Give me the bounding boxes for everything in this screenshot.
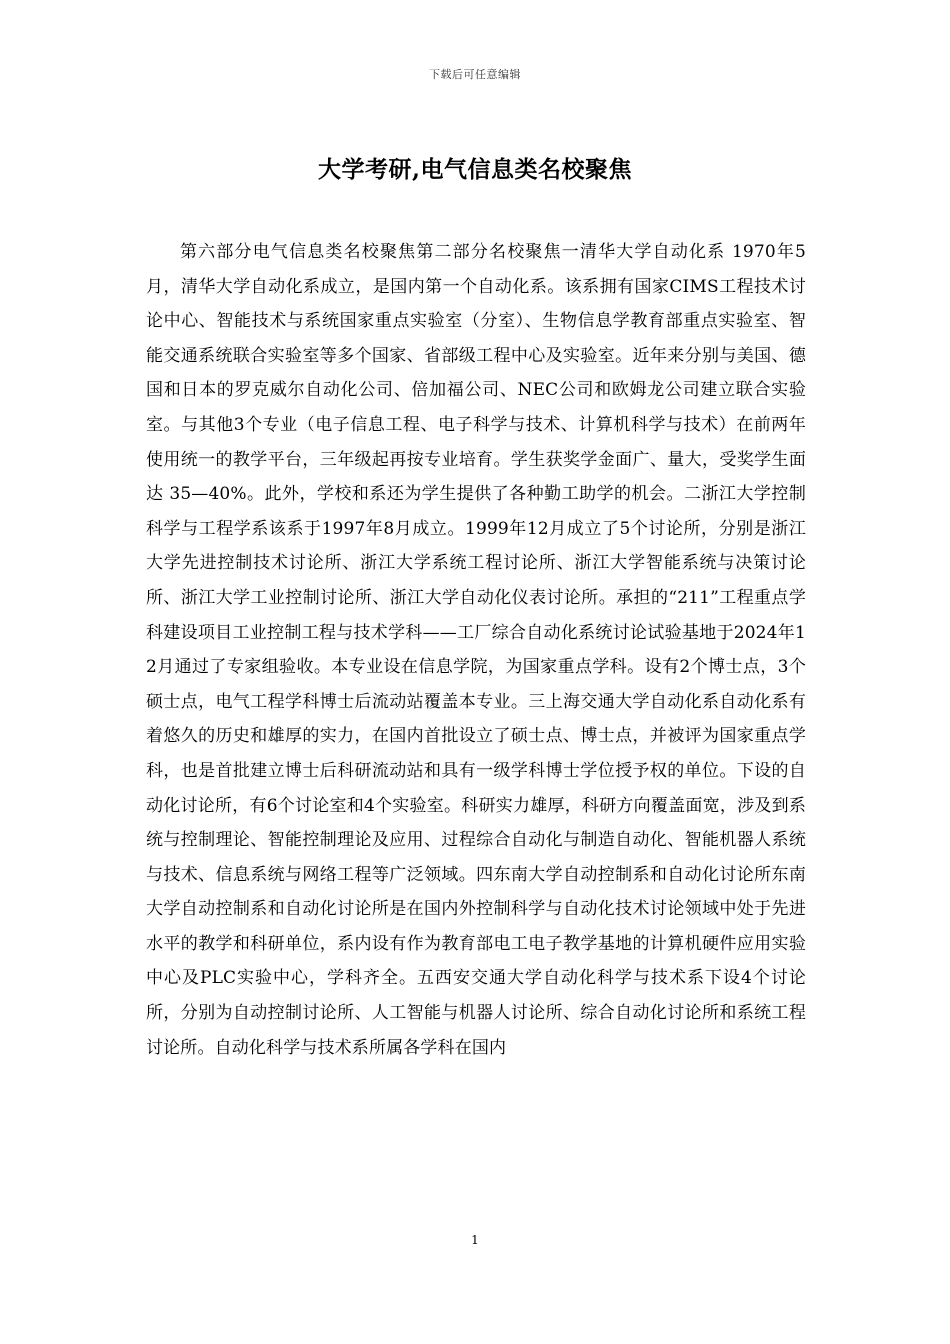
- header-note: 下载后可任意编辑: [429, 68, 521, 81]
- document-title: 大学考研,电气信息类名校聚焦: [317, 156, 632, 183]
- body-paragraph: 第六部分电气信息类名校聚焦第二部分名校聚焦一清华大学自动化系 1970年5月，清华大学自动化系成立，是国内第一个自动化系。该系拥有国家CIMS工程技术讨论中心、智能技术与系统国家重点实验室（分室）、生物信息学教育部重点实验室、智能交通系统联合实验室等多个国家、省部级工程中心及实验室。近年来分别与美国、德国和日本的罗克威尔自动化公司、倍加福公司、NEC公司和欧姆龙公司建立联合实验室。与其他3个专业（电子信息工程、电子科学与技术、计算机科学与技术）在前两年使用统一的教学平台，三年级起再按专业培育。学生获奖学金面广、量大，受奖学生面达 35—40%。此外，学校和系还为学生提供了各种勤工助学的机会。二浙江大学控制科学与工程学系该系于1997年8月成立。1999年12月成立了5个讨论所，分别是浙江大学先进控制技术讨论所、浙江大学系统工程讨论所、浙江大学智能系统与决策讨论所、浙江大学工业控制讨论所、浙江大学自动化仪表讨论所。承担的“211”工程重点学科建设项目工业控制工程与技术学科——工厂综合自动化系统讨论试验基地于2024年12月通过了专家组验收。本专业设在信息学院，为国家重点学科。设有2个博士点，3个硕士点，电气工程学科博士后流动站覆盖本专业。三上海交通大学自动化系自动化系有着悠久的历史和雄厚的实力，在国内首批设立了硕士点、博士点，并被评为国家重点学科，也是首批建立博士后科研流动站和具有一级学科博士学位授予权的单位。下设的自动化讨论所，有6个讨论室和4个实验室。科研实力雄厚，科研方向覆盖面宽，涉及到系统与控制理论、智能控制理论及应用、过程综合自动化与制造自动化、智能机器人系统与技术、信息系统与网络工程等广泛领域。四东南大学自动控制系和自动化讨论所东南大学自动控制系和自动化讨论所是在国内外控制科学与自动化技术讨论领域中处于先进水平的教学和科研单位，系内设有作为教育部电工电子教学基地的计算机硬件应用实验中心及PLC实验中心，学科齐全。五西安交通大学自动化科学与技术系下设4个讨论所，分别为自动控制讨论所、人工智能与机器人讨论所、综合自动化讨论所和系统工程讨论所。自动化科学与技术系所属各学科在国内: [146, 242, 806, 1058]
- page-number: 1: [471, 1233, 479, 1247]
